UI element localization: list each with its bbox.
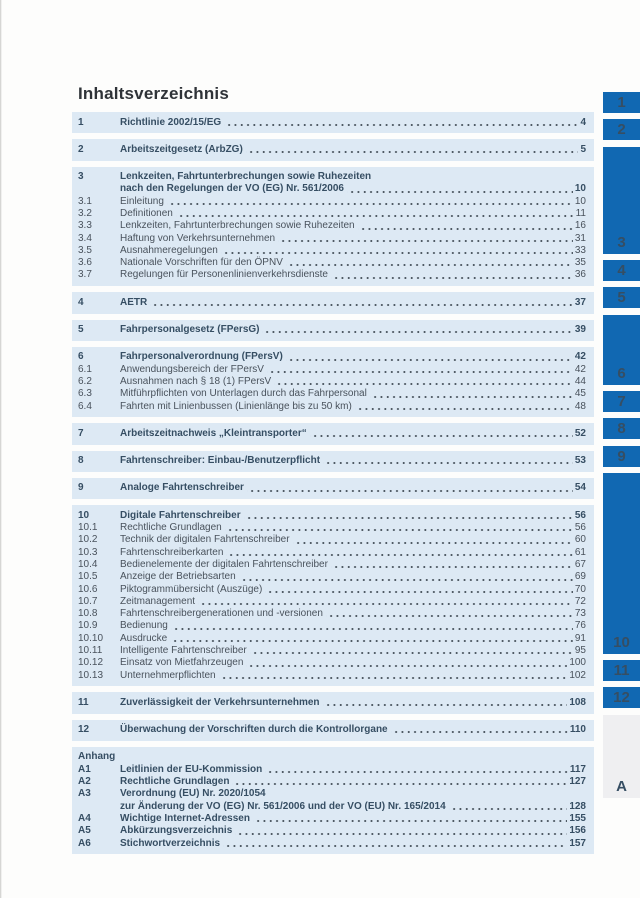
section-tab-7	[603, 391, 640, 412]
toc-entry-number: 10.13	[78, 669, 104, 681]
toc-row	[78, 697, 586, 709]
toc-entry-title: Fahrten mit Linienbussen (Linienlänge bis zu 50 km)	[120, 400, 352, 412]
toc-entry-page: 44	[574, 375, 586, 387]
toc-row	[78, 751, 586, 763]
toc-entry-number: 11	[78, 696, 89, 708]
toc-entry-number: 12	[78, 724, 90, 736]
toc-entry-page: 48	[574, 400, 586, 412]
toc-row	[78, 171, 586, 183]
toc-leader-dots	[355, 401, 573, 413]
toc-entry-page: 5	[580, 143, 586, 155]
toc-leader-dots	[176, 208, 574, 220]
toc-anhang-label: Anhang	[78, 751, 116, 763]
toc-entry-title-line2: nach den Regelungen der VO (EG) Nr. 561/2006	[120, 183, 344, 195]
section-tab-column	[603, 0, 640, 898]
toc-leader-dots	[293, 534, 573, 546]
toc-entry-title: Fahrpersonalverordnung (FPersV)	[120, 351, 283, 363]
toc-leader-dots	[274, 376, 573, 388]
toc-leader-dots	[323, 455, 573, 467]
toc-entry-title: Arbeitszeitgesetz (ArbZG)	[120, 143, 243, 155]
toc-entry-title: Lenkzeiten, Fahrtunterbrechungen sowie Ruhezeiten	[120, 220, 355, 232]
toc-entry-page: 67	[574, 558, 586, 570]
toc-leader-dots	[286, 257, 573, 269]
section-tab-label: 7	[617, 393, 626, 410]
section-tab-label: 3	[617, 234, 626, 251]
toc-entry-page: 157	[569, 837, 586, 849]
toc-entry-number: 5	[78, 324, 84, 336]
toc-entry-page: 76	[574, 620, 586, 632]
toc-entry-title: Intelligente Fahrtenschreiber	[120, 645, 247, 656]
section-tab-1	[603, 92, 640, 113]
toc-entry-page: 45	[574, 388, 586, 400]
toc-leader-dots	[265, 764, 568, 776]
toc-entry-page: 72	[574, 595, 586, 607]
toc-row	[78, 245, 586, 257]
toc-leader-dots	[370, 388, 573, 400]
toc-entry-page: 11	[575, 207, 586, 219]
toc-row	[78, 657, 586, 669]
toc-leader-dots	[224, 117, 578, 129]
section-tab-9	[603, 446, 640, 467]
toc-entry-title: Bedienung	[120, 620, 168, 632]
toc-entry-title: Fahrtenschreibergenerationen und -versionen	[120, 608, 323, 620]
toc-leader-dots	[198, 596, 573, 608]
section-tab-4	[603, 260, 640, 281]
toc-entry-title: Zeitmanagement	[120, 595, 196, 607]
toc-leader-dots	[358, 220, 573, 232]
toc-row	[78, 233, 586, 245]
toc-leader-dots	[239, 571, 573, 583]
toc-entry-page: 42	[574, 363, 586, 375]
toc-row	[78, 813, 586, 825]
toc-leader-dots	[246, 144, 579, 156]
toc-entry-page: 117	[569, 763, 586, 775]
toc-leader-dots	[331, 559, 573, 571]
toc-row	[78, 838, 586, 850]
section-tab-3	[603, 147, 640, 254]
toc-entry-title-line2: zur Änderung der VO (EG) Nr. 561/2006 und der VO (EU) Nr. 165/2014	[120, 800, 446, 812]
toc-section-block	[72, 451, 594, 472]
toc-entry-title: Richtlinie 2002/15/EG	[120, 116, 222, 128]
toc-entry-number: 7	[78, 427, 84, 439]
page-title: Inhaltsverzeichnis	[78, 84, 229, 103]
toc-leader-dots	[331, 269, 573, 281]
toc-entry-page: 10	[574, 195, 586, 207]
toc-entry-number: 10.7	[78, 595, 98, 607]
section-tab-11	[603, 660, 640, 681]
toc-entry-page: 16	[574, 220, 586, 232]
section-tab-label: 10	[613, 634, 630, 651]
section-tab-2	[603, 119, 640, 140]
toc-row	[78, 208, 586, 220]
toc-leader-dots	[246, 657, 567, 669]
toc-leader-dots	[262, 324, 572, 336]
toc-entry-page: 56	[574, 509, 586, 521]
toc-row	[78, 351, 586, 363]
toc-entry-page: 53	[574, 455, 586, 467]
toc-leader-dots	[171, 620, 573, 632]
section-tab-5	[603, 287, 640, 308]
toc-entry-title: Ausdrucke	[120, 632, 168, 644]
toc-entry-page: 39	[574, 324, 586, 336]
toc-entry-number: A1	[78, 763, 91, 775]
toc-leader-dots	[235, 825, 567, 837]
toc-section-block	[72, 478, 594, 499]
toc-row	[78, 633, 586, 645]
section-tab-label: 2	[617, 121, 626, 138]
section-tab-label: 1	[617, 94, 626, 111]
toc-leader-dots	[223, 838, 567, 850]
toc-entry-number: 10.3	[78, 546, 98, 558]
toc-row	[78, 764, 586, 776]
toc-row	[78, 620, 586, 632]
toc-row	[78, 801, 586, 813]
toc-leader-dots	[391, 724, 568, 736]
toc-leader-dots	[250, 645, 573, 657]
toc-leader-dots	[267, 364, 573, 376]
toc-entry-number: A3	[78, 788, 91, 800]
toc-list	[72, 112, 594, 854]
toc-section-block	[72, 320, 594, 341]
toc-entry-title: Nationale Vorschriften für den ÖPNV	[120, 257, 283, 269]
toc-entry-page: 42	[574, 351, 586, 363]
toc-entry-number: 10.9	[78, 620, 98, 632]
toc-leader-dots	[244, 510, 573, 522]
toc-entry-number: 3.2	[78, 207, 92, 219]
section-tab-label: 9	[617, 448, 626, 465]
toc-entry-title: Digitale Fahrtenschreiber	[120, 509, 241, 521]
toc-entry-page: 156	[569, 825, 586, 837]
toc-leader-dots	[326, 608, 573, 620]
toc-entry-number: 10.2	[78, 534, 98, 546]
toc-row	[78, 584, 586, 596]
toc-row	[78, 482, 586, 494]
toc-row	[78, 776, 586, 788]
section-tab-6	[603, 315, 640, 385]
toc-entry-number: 3	[78, 171, 84, 183]
toc-row	[78, 364, 586, 376]
toc-section-block	[72, 139, 594, 160]
toc-entry-page: 61	[574, 546, 586, 558]
toc-row	[78, 534, 586, 546]
toc-leader-dots	[310, 428, 573, 440]
toc-entry-page: 4	[580, 116, 586, 128]
toc-row	[78, 428, 586, 440]
toc-section-block	[72, 347, 594, 417]
section-tab-label: 12	[613, 689, 630, 706]
toc-entry-number: 6.1	[78, 363, 92, 375]
toc-entry-number: 9	[78, 482, 84, 494]
toc-entry-page: 73	[574, 608, 586, 620]
toc-entry-number: A5	[78, 825, 91, 837]
toc-leader-dots	[449, 801, 568, 813]
toc-entry-page: 91	[574, 632, 586, 644]
toc-entry-page: 95	[574, 645, 586, 656]
toc-row	[78, 269, 586, 281]
toc-entry-page: 35	[574, 257, 586, 269]
section-tab-10	[603, 473, 640, 654]
section-tab-label: 6	[617, 365, 626, 382]
toc-entry-title: AETR	[120, 296, 148, 308]
toc-entry-number: 10.6	[78, 583, 98, 595]
toc-leader-dots	[286, 351, 573, 363]
toc-row	[78, 220, 586, 232]
toc-entry-number: 10	[78, 509, 90, 521]
toc-entry-page: 127	[569, 776, 586, 788]
toc-row	[78, 183, 586, 195]
toc-entry-number: 3.5	[78, 244, 92, 256]
toc-entry-title: Zuverlässigkeit der Verkehrsunternehmen	[120, 696, 320, 708]
toc-entry-page: 108	[569, 696, 586, 708]
toc-entry-page: 69	[574, 571, 586, 583]
toc-entry-number: 10.4	[78, 558, 98, 570]
toc-entry-number: 6.3	[78, 388, 92, 400]
toc-entry-title: Stichwortverzeichnis	[120, 837, 221, 849]
toc-entry-page: 60	[574, 534, 586, 546]
toc-row	[78, 559, 586, 571]
toc-section-block	[72, 423, 594, 444]
toc-row	[78, 376, 586, 388]
toc-entry-title: Fahrpersonalgesetz (FPersG)	[120, 324, 260, 336]
toc-entry-number: 8	[78, 455, 84, 467]
toc-entry-number: 10.11	[78, 645, 103, 656]
toc-entry-title: Einsatz von Mietfahrzeugen	[120, 657, 244, 669]
toc-entry-title: Ausnahmeregelungen	[120, 244, 218, 256]
toc-entry-title: Definitionen	[120, 207, 173, 219]
section-tab-label: 11	[613, 662, 630, 679]
section-tab-label: A	[616, 778, 627, 795]
toc-row	[78, 196, 586, 208]
toc-entry-title: Technik der digitalen Fahrtenschreiber	[120, 534, 290, 546]
toc-entry-title: Piktogrammübersicht (Auszüge)	[120, 583, 263, 595]
toc-entry-page: 110	[569, 724, 586, 736]
toc-entry-page: 10	[574, 183, 586, 195]
toc-section-block	[72, 747, 594, 854]
toc-entry-page: 36	[574, 269, 586, 281]
toc-row	[78, 571, 586, 583]
toc-entry-title: Überwachung der Vorschriften durch die Kontrollorgane	[120, 724, 388, 736]
toc-entry-title: Regelungen für Personenlinienverkehrsdienste	[120, 269, 328, 281]
toc-entry-page: 102	[569, 669, 586, 681]
toc-leader-dots	[232, 776, 567, 788]
toc-entry-number: 3.3	[78, 220, 92, 232]
toc-entry-page: 100	[569, 657, 586, 669]
toc-entry-page: 54	[574, 482, 586, 494]
toc-entry-number: 6.2	[78, 375, 92, 387]
toc-entry-page: 31	[574, 232, 586, 244]
toc-row	[78, 117, 586, 129]
toc-leader-dots	[247, 482, 573, 494]
toc-leader-dots	[167, 196, 573, 208]
toc-row	[78, 825, 586, 837]
toc-entry-title: Fahrtenschreiber: Einbau-/Benutzerpflicht	[120, 455, 321, 467]
toc-row	[78, 788, 586, 800]
section-tab-label: 8	[617, 420, 626, 437]
toc-entry-title: Rechtliche Grundlagen	[120, 522, 222, 534]
section-tab-label: 4	[617, 262, 626, 279]
toc-entry-number: 6.4	[78, 400, 92, 412]
toc-entry-number: 10.12	[78, 657, 104, 669]
toc-leader-dots	[219, 670, 568, 682]
toc-section-block	[72, 292, 594, 313]
toc-entry-number: 10.1	[78, 522, 98, 534]
toc-leader-dots	[221, 245, 573, 257]
toc-leader-dots	[170, 633, 573, 645]
toc-entry-number: A4	[78, 812, 91, 824]
toc-section-block	[72, 112, 594, 133]
toc-entry-title: Arbeitszeitnachweis „Kleintransporter“	[120, 427, 307, 439]
toc-entry-page: 70	[574, 583, 586, 595]
toc-content	[72, 84, 594, 860]
toc-entry-title: Haftung von Verkehrsunternehmen	[120, 232, 276, 244]
toc-section-block	[72, 505, 594, 686]
toc-entry-title: Analoge Fahrtenschreiber	[120, 482, 244, 494]
toc-entry-title: Leitlinien der EU-Kommission	[120, 763, 263, 775]
toc-row	[78, 522, 586, 534]
toc-row	[78, 510, 586, 522]
toc-entry-page: 37	[574, 296, 586, 308]
section-tab-A	[603, 715, 640, 798]
toc-entry-title: Anzeige der Betriebsarten	[120, 571, 236, 583]
toc-row	[78, 596, 586, 608]
toc-entry-number: 3.6	[78, 257, 92, 269]
toc-entry-number: 3.4	[78, 232, 92, 244]
toc-entry-title: Fahrtenschreiberkarten	[120, 546, 224, 558]
toc-entry-title: Einleitung	[120, 195, 164, 207]
toc-row	[78, 670, 586, 682]
toc-leader-dots	[323, 697, 568, 709]
toc-row	[78, 257, 586, 269]
toc-row	[78, 401, 586, 413]
toc-leader-dots	[226, 547, 572, 559]
toc-entry-number: A6	[78, 837, 91, 849]
toc-row	[78, 645, 586, 657]
toc-entry-page: 56	[574, 522, 586, 534]
toc-row	[78, 547, 586, 559]
toc-entry-title: Abkürzungsverzeichnis	[120, 825, 233, 837]
toc-entry-number: 10.8	[78, 608, 98, 620]
toc-entry-number: A2	[78, 776, 91, 788]
toc-leader-dots	[265, 584, 573, 596]
section-tab-8	[603, 418, 640, 439]
toc-section-block	[72, 720, 594, 741]
toc-entry-title: Anwendungsbereich der FPersV	[120, 363, 264, 375]
toc-leader-dots	[347, 183, 573, 195]
toc-entry-number: 1	[78, 116, 84, 128]
toc-entry-number: 4	[78, 296, 84, 308]
scan-edge-artifact	[0, 0, 2, 898]
toc-entry-title: Mitführpflichten von Unterlagen durch das Fahrpersonal	[120, 388, 367, 400]
toc-entry-number: 10.10	[78, 632, 104, 644]
toc-entry-title: Lenkzeiten, Fahrtunterbrechungen sowie Ruhezeiten	[120, 171, 372, 183]
section-tab-label: 5	[617, 289, 626, 306]
toc-entry-number: 10.5	[78, 571, 98, 583]
toc-entry-title: Rechtliche Grundlagen	[120, 776, 230, 788]
toc-row	[78, 144, 586, 156]
toc-row	[78, 455, 586, 467]
toc-entry-page: 155	[569, 812, 586, 824]
toc-section-block	[72, 167, 594, 287]
toc-leader-dots	[225, 522, 573, 534]
toc-entry-number: 2	[78, 143, 84, 155]
toc-entry-title: Wichtige Internet-Adressen	[120, 812, 250, 824]
toc-entry-page: 52	[574, 427, 586, 439]
toc-leader-dots	[150, 297, 573, 309]
toc-row	[78, 724, 586, 736]
toc-entry-title: Ausnahmen nach § 18 (1) FPersV	[120, 375, 272, 387]
toc-entry-number: 6	[78, 351, 84, 363]
section-tab-12	[603, 687, 640, 708]
toc-row	[78, 388, 586, 400]
toc-entry-number: 3.1	[78, 195, 92, 207]
toc-row	[78, 608, 586, 620]
toc-entry-title: Unternehmerpflichten	[120, 669, 216, 681]
toc-row	[78, 297, 586, 309]
toc-leader-dots	[278, 233, 573, 245]
toc-row	[78, 324, 586, 336]
toc-entry-title: Verordnung (EU) Nr. 2020/1054	[120, 788, 266, 800]
toc-entry-page: 33	[574, 244, 586, 256]
toc-section-block	[72, 692, 594, 713]
toc-entry-title: Bedienelemente der digitalen Fahrtenschreiber	[120, 558, 328, 570]
toc-entry-number: 3.7	[78, 269, 92, 281]
toc-entry-page: 128	[569, 800, 586, 812]
toc-leader-dots	[253, 813, 567, 825]
